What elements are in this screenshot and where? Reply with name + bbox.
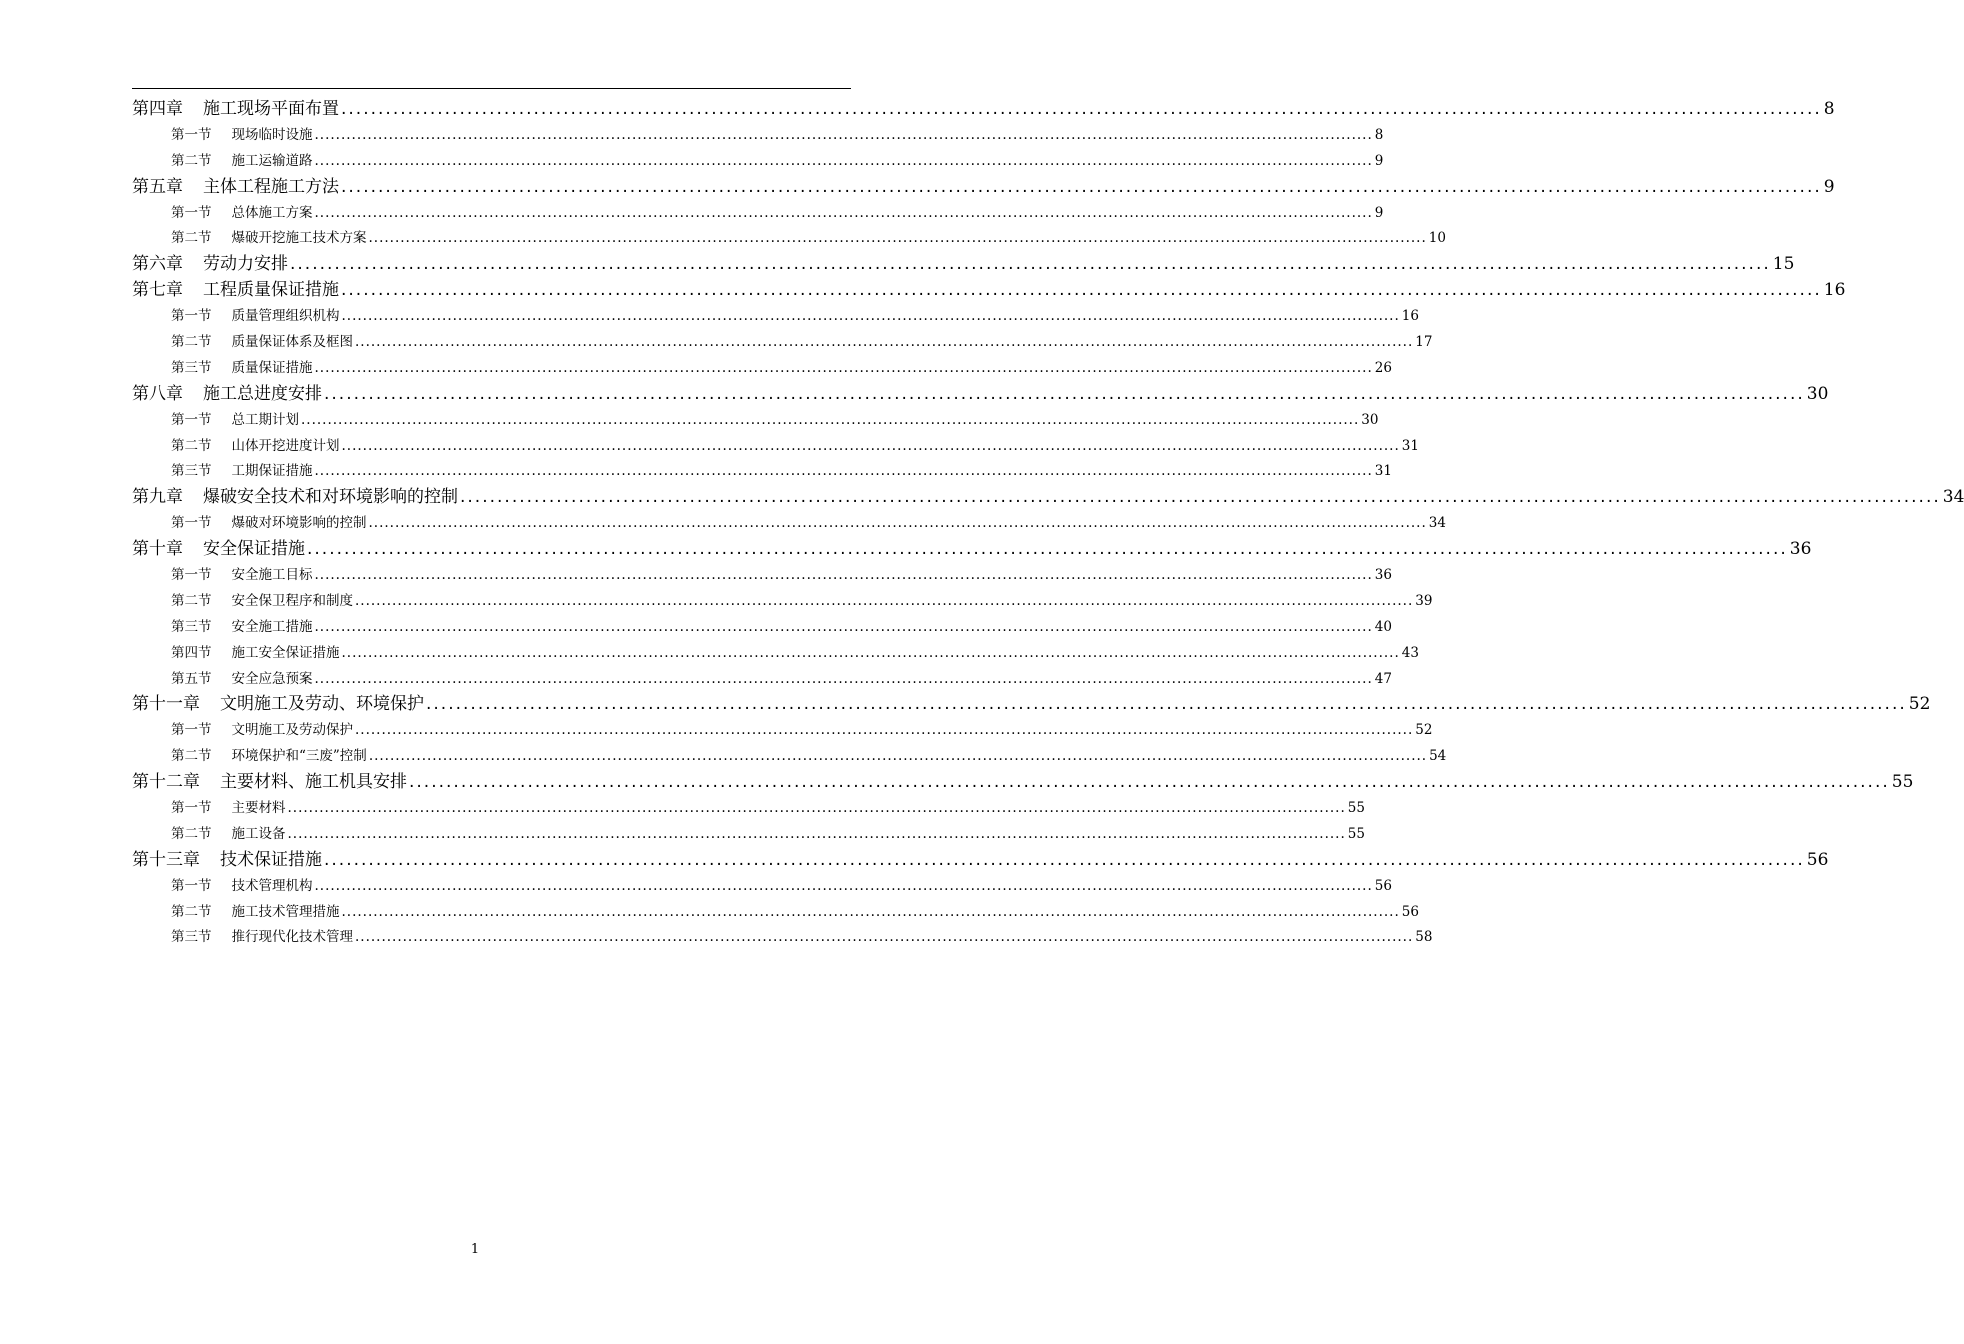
toc-entry-title: 施工现场平面布置: [203, 98, 339, 119]
toc-entry-page: 56: [1401, 903, 1419, 920]
toc-dot-leader: ........................................................................................................................................................................................................: [426, 694, 1907, 715]
toc-dot-leader: ........................................................................................................................................................................................................: [341, 308, 1400, 325]
toc-entry-number: 第一节: [171, 722, 212, 739]
toc-chapter-entry[interactable]: [132, 692, 1931, 718]
toc-entry-number: 第二节: [171, 903, 212, 920]
toc-entry-number: 第一节: [171, 411, 212, 428]
toc-entry-number: 第四节: [171, 644, 212, 661]
toc-entry-page: 26: [1374, 359, 1392, 376]
toc-dot-leader: ........................................................................................................................................................................................................: [368, 230, 1427, 247]
toc-dot-leader: ........................................................................................................................................................................................................: [368, 515, 1427, 532]
toc-entry-page: 43: [1401, 644, 1419, 661]
toc-entry-page: 15: [1772, 254, 1795, 275]
toc-section-entry[interactable]: [132, 641, 1419, 667]
toc-section-entry[interactable]: [132, 304, 1419, 330]
toc-section-entry[interactable]: [132, 874, 1392, 900]
toc-entry-title: 技术管理机构: [231, 877, 313, 894]
toc-section-entry[interactable]: [132, 459, 1392, 485]
table-of-contents: [132, 97, 1964, 951]
toc-dot-leader: ........................................................................................................................................................................................................: [460, 487, 1941, 508]
toc-entry-page: 34: [1428, 515, 1446, 532]
toc-entry-number: 第五章: [132, 176, 183, 197]
toc-entry-page: 30: [1361, 411, 1379, 428]
toc-entry-number: 第一节: [171, 308, 212, 325]
toc-section-entry[interactable]: [132, 900, 1419, 926]
toc-entry-title: 施工设备: [231, 825, 286, 842]
toc-entry-title: 总体施工方案: [231, 204, 313, 221]
toc-entry-page: 58: [1415, 929, 1433, 946]
toc-section-entry[interactable]: [132, 615, 1392, 641]
header-rule: [132, 88, 851, 89]
toc-entry-page: 10: [1428, 230, 1446, 247]
toc-dot-leader: ........................................................................................................................................................................................................: [355, 929, 1414, 946]
toc-entry-number: 第一节: [171, 877, 212, 894]
toc-entry-page: 56: [1806, 849, 1829, 870]
toc-section-entry[interactable]: [132, 408, 1379, 434]
toc-entry-title: 安全保卫程序和制度: [231, 592, 353, 609]
toc-entry-page: 16: [1823, 280, 1846, 301]
toc-entry-number: 第二节: [171, 825, 212, 842]
toc-entry-page: 39: [1415, 592, 1433, 609]
toc-entry-title: 山体开挖进度计划: [231, 437, 340, 454]
toc-dot-leader: ........................................................................................................................................................................................................: [324, 849, 1805, 870]
toc-entry-number: 第十三章: [132, 849, 200, 870]
toc-entry-number: 第三节: [171, 929, 212, 946]
toc-entry-title: 技术保证措施: [220, 849, 322, 870]
toc-entry-number: 第二节: [171, 437, 212, 454]
toc-entry-title: 安全应急预案: [231, 670, 313, 687]
toc-entry-title: 推行现代化技术管理: [231, 929, 353, 946]
toc-entry-number: 第七章: [132, 280, 183, 301]
toc-entry-title: 安全施工措施: [231, 618, 313, 635]
toc-dot-leader: ........................................................................................................................................................................................................: [355, 722, 1414, 739]
toc-dot-leader: ........................................................................................................................................................................................................: [314, 463, 1373, 480]
toc-chapter-entry[interactable]: [132, 97, 1835, 123]
toc-dot-leader: ........................................................................................................................................................................................................: [314, 567, 1373, 584]
toc-dot-leader: ........................................................................................................................................................................................................: [341, 98, 1822, 119]
toc-entry-page: 36: [1374, 567, 1392, 584]
toc-dot-leader: ........................................................................................................................................................................................................: [368, 748, 1428, 765]
toc-entry-title: 爆破开挖施工技术方案: [231, 230, 367, 247]
toc-entry-title: 施工总进度安排: [203, 383, 322, 404]
toc-dot-leader: ........................................................................................................................................................................................................: [341, 644, 1400, 661]
toc-entry-title: 主体工程施工方法: [203, 176, 339, 197]
toc-entry-page: 31: [1401, 437, 1419, 454]
toc-dot-leader: ........................................................................................................................................................................................................: [314, 152, 1373, 169]
toc-entry-page: 54: [1429, 748, 1447, 765]
toc-entry-title: 主要材料、施工机具安排: [220, 772, 407, 793]
toc-entry-title: 劳动力安排: [203, 254, 288, 275]
toc-entry-number: 第三节: [171, 463, 212, 480]
toc-entry-number: 第四章: [132, 98, 183, 119]
toc-entry-page: 52: [1908, 694, 1931, 715]
toc-entry-title: 总工期计划: [231, 411, 299, 428]
toc-entry-page: 9: [1823, 176, 1835, 197]
toc-entry-page: 9: [1374, 204, 1384, 221]
toc-chapter-entry[interactable]: [132, 770, 1914, 796]
toc-entry-page: 16: [1401, 308, 1419, 325]
toc-dot-leader: ........................................................................................................................................................................................................: [301, 411, 1360, 428]
toc-chapter-entry[interactable]: [132, 537, 1812, 563]
toc-entry-number: 第二节: [171, 152, 212, 169]
toc-entry-page: 8: [1823, 98, 1835, 119]
toc-entry-number: 第八章: [132, 383, 183, 404]
toc-dot-leader: ........................................................................................................................................................................................................: [307, 539, 1788, 560]
toc-dot-leader: ........................................................................................................................................................................................................: [355, 334, 1414, 350]
toc-entry-title: 主要材料: [231, 800, 286, 817]
toc-entry-number: 第九章: [132, 487, 183, 508]
toc-dot-leader: ........................................................................................................................................................................................................: [355, 592, 1414, 609]
page-number: 1: [470, 1242, 480, 1257]
toc-dot-leader: ........................................................................................................................................................................................................: [314, 359, 1373, 376]
toc-section-entry[interactable]: [132, 667, 1392, 693]
toc-entry-title: 质量保证体系及框图: [231, 334, 353, 350]
toc-entry-number: 第二节: [171, 230, 212, 247]
toc-entry-title: 施工运输道路: [231, 152, 313, 169]
toc-section-entry[interactable]: [132, 356, 1392, 382]
toc-entry-title: 文明施工及劳动保护: [231, 722, 353, 739]
toc-chapter-entry[interactable]: [132, 848, 1829, 874]
toc-section-entry[interactable]: [132, 796, 1365, 822]
toc-entry-title: 质量管理组织机构: [231, 308, 340, 325]
toc-entry-number: 第一节: [171, 567, 212, 584]
toc-section-entry[interactable]: [132, 434, 1419, 460]
toc-entry-page: 55: [1891, 772, 1914, 793]
toc-entry-title: 爆破对环境影响的控制: [231, 515, 367, 532]
toc-entry-number: 第一节: [171, 204, 212, 221]
toc-section-entry[interactable]: [132, 744, 1447, 770]
toc-dot-leader: ........................................................................................................................................................................................................: [287, 800, 1346, 817]
toc-entry-page: 52: [1415, 722, 1433, 739]
toc-section-entry[interactable]: [132, 201, 1384, 227]
toc-section-entry[interactable]: [132, 330, 1433, 356]
toc-dot-leader: ........................................................................................................................................................................................................: [341, 176, 1822, 197]
toc-entry-page: 56: [1374, 877, 1392, 894]
toc-section-entry[interactable]: [132, 563, 1392, 589]
toc-dot-leader: ........................................................................................................................................................................................................: [287, 825, 1346, 842]
toc-entry-number: 第一节: [171, 515, 212, 532]
toc-dot-leader: ........................................................................................................................................................................................................: [409, 772, 1890, 793]
toc-entry-number: 第六章: [132, 254, 183, 275]
toc-entry-title: 质量保证措施: [231, 359, 313, 376]
toc-entry-page: 30: [1806, 383, 1829, 404]
toc-dot-leader: ........................................................................................................................................................................................................: [341, 903, 1400, 920]
toc-entry-number: 第二节: [171, 748, 212, 765]
toc-chapter-entry[interactable]: [132, 252, 1795, 278]
toc-entry-title: 工程质量保证措施: [203, 280, 339, 301]
toc-entry-number: 第三节: [171, 359, 212, 376]
toc-dot-leader: ........................................................................................................................................................................................................: [314, 204, 1373, 221]
toc-entry-number: 第三节: [171, 618, 212, 635]
toc-entry-title: 爆破安全技术和对环境影响的控制: [203, 487, 458, 508]
toc-dot-leader: ........................................................................................................................................................................................................: [290, 254, 1771, 275]
toc-dot-leader: ........................................................................................................................................................................................................: [314, 670, 1373, 687]
toc-entry-title: 安全施工目标: [231, 567, 313, 584]
toc-section-entry[interactable]: [132, 149, 1384, 175]
toc-entry-title: 环境保护和“三废”控制: [231, 748, 367, 765]
toc-dot-leader: ........................................................................................................................................................................................................: [314, 618, 1373, 635]
toc-entry-title: 工期保证措施: [231, 463, 313, 480]
toc-entry-page: 36: [1789, 539, 1812, 560]
toc-entry-number: 第十一章: [132, 694, 200, 715]
toc-dot-leader: ........................................................................................................................................................................................................: [324, 383, 1805, 404]
toc-entry-number: 第一节: [171, 800, 212, 817]
toc-entry-page: 47: [1374, 670, 1392, 687]
toc-entry-title: 施工技术管理措施: [231, 903, 340, 920]
toc-entry-title: 现场临时设施: [231, 126, 313, 143]
toc-chapter-entry[interactable]: [132, 382, 1829, 408]
toc-entry-page: 9: [1374, 152, 1384, 169]
toc-entry-title: 文明施工及劳动、环境保护: [220, 694, 424, 715]
toc-entry-page: 17: [1415, 334, 1433, 350]
toc-entry-title: 施工安全保证措施: [231, 644, 340, 661]
toc-dot-leader: ........................................................................................................................................................................................................: [341, 437, 1400, 454]
toc-section-entry[interactable]: [132, 718, 1433, 744]
toc-section-entry[interactable]: [132, 926, 1433, 952]
toc-entry-page: 55: [1347, 800, 1365, 817]
toc-chapter-entry[interactable]: [132, 278, 1846, 304]
toc-dot-leader: ........................................................................................................................................................................................................: [341, 280, 1822, 301]
toc-entry-page: 40: [1374, 618, 1392, 635]
toc-section-entry[interactable]: [132, 511, 1446, 537]
toc-entry-number: 第一节: [171, 126, 212, 143]
toc-dot-leader: ........................................................................................................................................................................................................: [314, 877, 1373, 894]
toc-entry-number: 第二节: [171, 592, 212, 609]
toc-section-entry[interactable]: [132, 822, 1365, 848]
toc-entry-number: 第五节: [171, 670, 212, 687]
toc-entry-title: 安全保证措施: [203, 539, 305, 560]
toc-entry-page: 34: [1942, 487, 1964, 508]
toc-chapter-entry[interactable]: [132, 175, 1835, 201]
toc-entry-number: 第十二章: [132, 772, 200, 793]
toc-section-entry[interactable]: [132, 589, 1433, 615]
toc-chapter-entry[interactable]: [132, 485, 1964, 511]
toc-entry-page: 55: [1347, 825, 1365, 842]
toc-entry-number: 第十章: [132, 539, 183, 560]
toc-section-entry[interactable]: [132, 226, 1446, 252]
toc-entry-number: 第二节: [171, 334, 212, 350]
toc-entry-page: 31: [1374, 463, 1392, 480]
toc-entry-page: 8: [1374, 126, 1384, 143]
toc-dot-leader: ........................................................................................................................................................................................................: [314, 126, 1373, 143]
toc-section-entry[interactable]: [132, 123, 1384, 149]
